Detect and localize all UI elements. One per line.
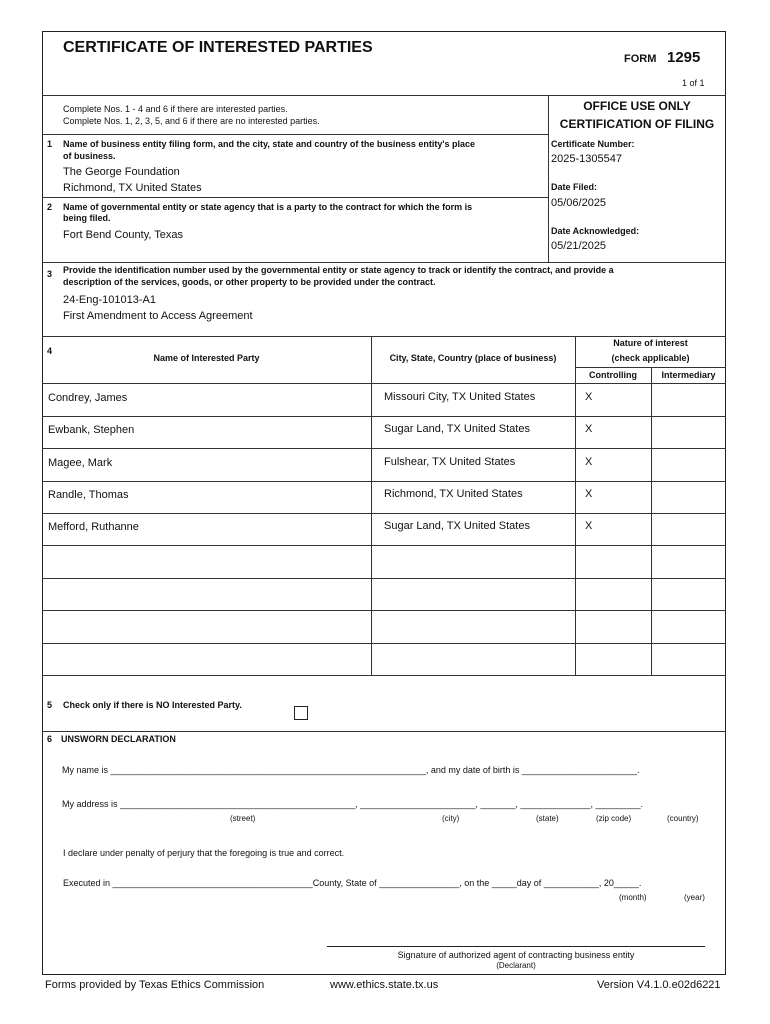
section-2-number: 2 [47,202,53,212]
footer-version: Version V4.1.0.e02d6221 [597,979,721,991]
column-header-name: Name of Interested Party [153,353,260,363]
party-name: Randle, Thomas [48,489,129,501]
controlling-mark: X [585,423,593,435]
party-location: Missouri City, TX United States [384,391,536,403]
divider [42,383,726,384]
business-entity-name: The George Foundation [63,166,180,178]
party-location: Sugar Land, TX United States [384,423,530,435]
footer-website[interactable]: www.ethics.state.tx.us [330,979,439,991]
certificate-number-label: Certificate Number: [551,139,635,149]
section-6-title: UNSWORN DECLARATION [61,734,176,744]
section-3-number: 3 [47,269,53,279]
instruction-line-1: Complete Nos. 1 - 4 and 6 if there are interested parties. [63,104,288,114]
sub-state: (state) [536,814,559,823]
sub-month: (month) [619,893,647,902]
controlling-mark: X [585,456,593,468]
divider [42,448,726,449]
party-name: Condrey, James [48,392,128,404]
controlling-mark: X [585,520,593,532]
divider [42,610,726,611]
divider [575,336,576,675]
divider [42,643,726,644]
date-acknowledged-label: Date Acknowledged: [551,226,640,236]
sub-city: (city) [442,814,460,823]
party-name: Ewbank, Stephen [48,424,135,436]
divider [42,545,726,546]
section-3-label-cont: description of the services, goods, or other property to be provided under the contract. [63,277,436,287]
section-1-number: 1 [47,139,53,149]
date-filed-value: 05/06/2025 [551,197,607,209]
column-header-controlling: Controlling [589,370,637,380]
party-location: Richmond, TX United States [384,488,523,500]
signature-line[interactable] [327,946,705,947]
divider [42,336,726,337]
section-1-label-cont: of business. [63,151,116,161]
section-3-label: Provide the identification number used by the governmental entity or state agency to track or identify the contract, and provide a [63,265,614,275]
date-acknowledged-value: 05/21/2025 [551,240,607,252]
column-header-check: (check applicable) [611,353,690,363]
column-header-nature: Nature of interest [613,338,688,348]
divider [651,367,652,675]
office-use-title: OFFICE USE ONLY [583,99,691,113]
divider [42,731,726,732]
divider [42,675,726,676]
contract-id: 24-Eng-101013-A1 [63,294,156,306]
section-5-number: 5 [47,700,53,710]
section-4-number: 4 [47,346,53,356]
page-number: 1 of 1 [682,78,705,88]
declarant-address-line[interactable]: My address is _______________________________________________, _______________________, _______, ______________, _________. [62,799,644,809]
divider [42,481,726,482]
controlling-mark: X [585,391,593,403]
business-entity-location: Richmond, TX United States [63,182,202,194]
section-2-label-cont: being filed. [63,213,111,223]
column-header-location: City, State, Country (place of business) [389,353,557,363]
sub-country: (country) [667,814,699,823]
form-label: FORM [624,53,657,65]
divider [42,197,548,198]
date-filed-label: Date Filed: [551,182,598,192]
divider [42,95,726,96]
certification-title: CERTIFICATION OF FILING [559,117,715,131]
declarant-name-line[interactable]: My name is _______________________________________________________________, and my date of birth is _______________________. [62,765,640,775]
section-1-label: Name of business entity filing form, and the city, state and country of the business entity's place [63,139,476,149]
controlling-mark: X [585,488,593,500]
divider [42,416,726,417]
section-5-label: Check only if there is NO Interested Party. [63,700,242,710]
divider [371,336,372,675]
section-6-number: 6 [47,734,53,744]
form-number: 1295 [667,49,701,66]
party-name: Mefford, Ruthanne [48,521,139,533]
divider [42,578,726,579]
divider [42,513,726,514]
footer-provider: Forms provided by Texas Ethics Commission [45,979,265,991]
divider [42,134,548,135]
party-location: Sugar Land, TX United States [384,520,530,532]
signature-label: Signature of authorized agent of contracting business entity [397,950,635,960]
governmental-entity-name: Fort Bend County, Texas [63,229,184,241]
declaration-statement: I declare under penalty of perjury that the foregoing is true and correct. [63,848,345,858]
section-2-label: Name of governmental entity or state agency that is a party to the contract for which the form is [63,202,473,212]
declarant-label: (Declarant) [496,961,536,970]
form-title: CERTIFICATE OF INTERESTED PARTIES [63,39,373,56]
no-interested-party-checkbox[interactable] [294,706,308,720]
party-name: Magee, Mark [48,457,113,469]
instruction-line-2: Complete Nos. 1, 2, 3, 5, and 6 if there are no interested parties. [63,116,320,126]
sub-street: (street) [230,814,256,823]
sub-zip: (zip code) [596,814,632,823]
certificate-number-value: 2025-1305547 [551,153,622,165]
executed-line[interactable]: Executed in ________________________________________County, State of ________________, on the _____day of ___________, 20_____. [63,878,642,888]
column-header-intermediary: Intermediary [661,370,716,380]
party-location: Fulshear, TX United States [384,456,516,468]
sub-year: (year) [684,893,705,902]
contract-description: First Amendment to Access Agreement [63,310,253,322]
divider [42,262,726,263]
